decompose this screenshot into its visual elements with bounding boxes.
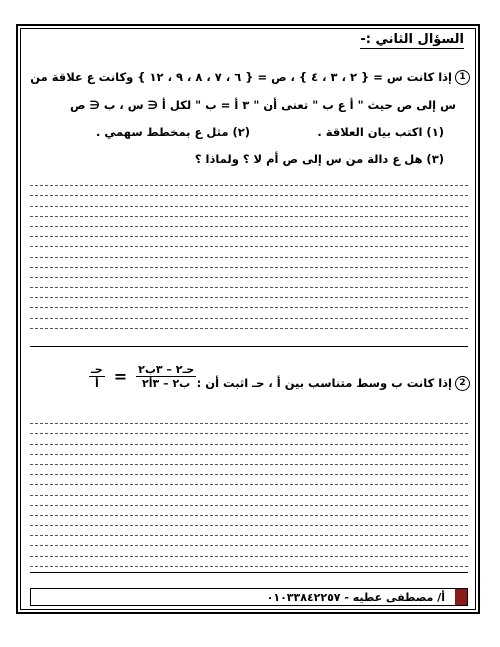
q2-line: 2إذا كانت ب وسط متناسب بين أ ، حـ اثبت أن : <box>197 376 470 391</box>
q1-number: 1 <box>455 70 470 85</box>
bottom-divider <box>30 572 468 573</box>
q2-number: 2 <box>455 376 470 391</box>
footer-bar <box>30 588 468 606</box>
answer-lines-1 <box>30 176 468 329</box>
q1-line2: س إلى ص حيث " أ ع ب " تعنى أن " ٣ أ = ب " لكل أ ∈ س ، ب ∈ ص <box>70 98 456 112</box>
answer-lines-2 <box>30 414 468 567</box>
equals-sign: = <box>113 367 128 386</box>
lhs-fraction: $\frac{\text{حـ٢ – ٣ب٢}}{\text{ب٢ – ٣أ٢}}$ <box>138 363 195 390</box>
section-heading: السؤال الثاني :- <box>360 32 464 47</box>
rhs-fraction: $\frac{\text{حـ}}{\text{أ}}$ <box>91 363 103 390</box>
footer-text: أ/ مصطفى عطيه - ٠١٠٣٣٨٤٢٢٥٧ <box>266 591 445 604</box>
q1-part3: (٣) هل ع دالة من س إلى ص أم لا ؟ ولماذا ؟ <box>194 152 444 166</box>
q2-equation <box>86 363 199 390</box>
q1-part1: (١) اكتب بيان العلاقة . <box>317 125 444 139</box>
q1-line1: 1إذا كانت س = { ٢ ، ٣ ، ٤ } ، ص = { ٦ ، ٧ ، ٨ ، ٩ ، ١٢ } وكانت ع علاقة من <box>30 70 470 85</box>
q1-part2: (٢) مثل ع بمخطط سهمي . <box>96 125 250 139</box>
section-divider <box>30 346 468 347</box>
footer-accent <box>455 589 467 605</box>
